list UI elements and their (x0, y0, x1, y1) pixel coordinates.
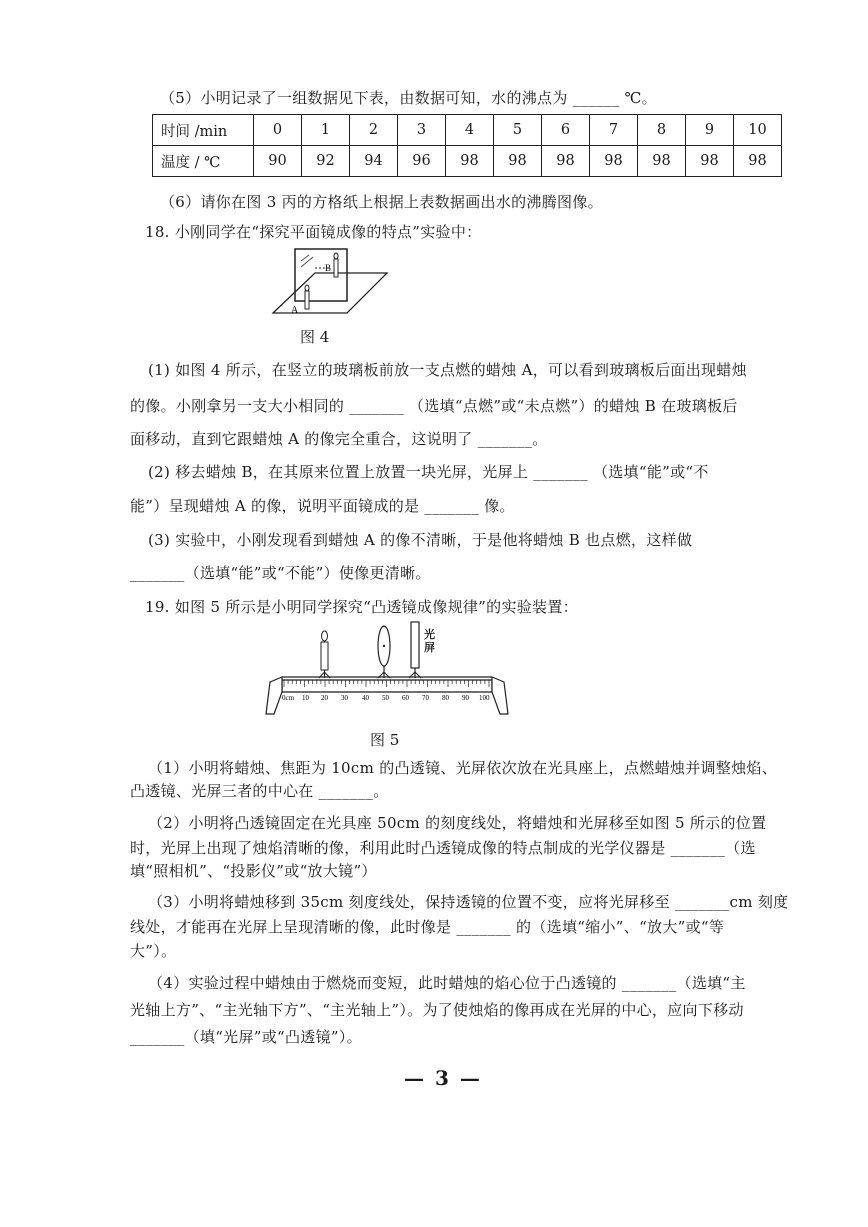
table-cell: 8 (638, 115, 686, 146)
ruler-label: 40 (362, 694, 369, 702)
q18-3-line1: (3) 实验中，小刚发现看到蜡烛 A 的像不清晰，于是他将蜡烛 B 也点燃，这样做 (148, 531, 693, 549)
q19-1-line2: 凸透镜、光屏三者的中心在 _______。 (130, 782, 389, 800)
table-cell: 9 (686, 115, 734, 146)
light-screen (411, 622, 419, 668)
q19-3-line1: （3）小明将蜡烛移到 35cm 刻度线处，保持透镜的位置不变，应将光屏移至 _______cm 刻度 (148, 893, 789, 911)
table-cell: 10 (734, 115, 782, 146)
figure-4-plane-mirror (255, 245, 395, 325)
screen-label: 光屏 (424, 628, 435, 654)
q18-2-line1: (2) 移去蜡烛 B，在其原来位置上放置一块光屏，光屏上 _______ （选填“能”或“不 (148, 463, 709, 481)
table-cell: 6 (542, 115, 590, 146)
q18-intro: 18. 小刚同学在“探究平面镜成像的特点”实验中： (145, 223, 482, 241)
table-row-temp (153, 146, 782, 177)
table-cell: 98 (686, 146, 734, 177)
table-cell: 7 (590, 115, 638, 146)
q19-2-line2: 时，光屏上出现了烛焰清晰的像，利用此时凸透镜成像的特点制成的光学仪器是 _______（选 (130, 839, 756, 857)
table-cell: 94 (350, 146, 398, 177)
q18-3-line2: _______（选填“能”或“不能”）使像更清晰。 (130, 564, 431, 582)
ruler-label: 100 (479, 694, 490, 702)
ruler-label: 0cm (282, 694, 295, 702)
q17-6-text: （6）请你在图 3 丙的方格纸上根据上表数据画出水的沸腾图像。 (160, 193, 603, 211)
q19-4-line3: _______（填“光屏”或“凸透镜”）。 (130, 1028, 362, 1046)
q19-2-line3: 填“照相机”、“投影仪”或“放大镜”） (130, 862, 377, 880)
table-cell: 1 (302, 115, 350, 146)
q19-1-line1: （1）小明将蜡烛、焦距为 10cm 的凸透镜、光屏依次放在光具座上，点燃蜡烛并调整烛焰、 (148, 759, 777, 777)
table-cell: 92 (302, 146, 350, 177)
ruler-label: 60 (402, 694, 409, 702)
candle-flame (322, 631, 328, 641)
figure-5-optical-bench (262, 620, 512, 720)
boiling-data-table (152, 114, 782, 177)
ruler-label: 90 (462, 694, 469, 702)
ruler-label: 80 (442, 694, 449, 702)
table-cell: 98 (590, 146, 638, 177)
bench-right-leg (492, 677, 508, 714)
bench-left-leg (266, 677, 282, 714)
candle-b (334, 259, 338, 277)
q18-1-line3: 面移动，直到它跟蜡烛 A 的像完全重合，这说明了 _______。 (130, 430, 548, 448)
q19-intro: 19. 如图 5 所示是小明同学探究“凸透镜成像规律”的实验装置： (145, 598, 578, 616)
q19-4-line1: （4）实验过程中蜡烛由于燃烧而变短，此时蜡烛的焰心位于凸透镜的 _______（选填“主 (148, 974, 746, 992)
q18-1-line2: 的像。小刚拿另一支大小相同的 _______ （选填“点燃”或“未点燃”）的蜡烛 B 在玻璃板后 (130, 397, 738, 415)
page-number: — 3 — (404, 1066, 482, 1090)
candle (321, 642, 328, 670)
table-header-temp: 温度 / ℃ (153, 146, 254, 177)
q19-3-line2: 线处，才能再在光屏上呈现清晰的像，此时像是 _______ 的（选填“缩小”、“放大”或“等 (130, 918, 725, 936)
ruler-label: 70 (422, 694, 429, 702)
q19-4-line2: 光轴上方”、“主光轴下方”、“主光轴上”）。为了使烛焰的像再成在光屏的中心，应向下移动 (130, 1001, 744, 1019)
table-cell: 5 (494, 115, 542, 146)
table-cell: 98 (734, 146, 782, 177)
table-cell: 98 (494, 146, 542, 177)
q19-3-line3: 大”）。 (130, 942, 177, 960)
ruler-label: 50 (382, 694, 389, 702)
table-cell: 98 (446, 146, 494, 177)
table-cell: 98 (638, 146, 686, 177)
q17-5-text: （5）小明记录了一组数据见下表，由数据可知，水的沸点为 ______ ℃。 (160, 89, 657, 107)
candle-a (305, 291, 309, 309)
table-cell: 96 (398, 146, 446, 177)
table-cell: 98 (542, 146, 590, 177)
ruler-label: 30 (341, 694, 348, 702)
q19-2-line1: （2）小明将凸透镜固定在光具座 50cm 的刻度线处，将蜡烛和光屏移至如图 5 所示的位置 (148, 814, 767, 832)
table-cell: 3 (398, 115, 446, 146)
glass-plate (295, 249, 347, 301)
table-cell: 2 (350, 115, 398, 146)
table-cell: 4 (446, 115, 494, 146)
ruler-label: 10 (302, 694, 309, 702)
q18-2-line2: 能”）呈现蜡烛 A 的像，说明平面镜成的是 _______ 像。 (130, 497, 515, 515)
label-b: B (325, 263, 332, 273)
table-cell: 90 (254, 146, 302, 177)
figure-4-caption: 图 4 (300, 328, 330, 346)
ruler-label: 20 (321, 694, 328, 702)
figure-5-caption: 图 5 (370, 731, 400, 749)
table-row-time (153, 115, 782, 146)
table-header-time: 时间 /min (153, 115, 254, 146)
q18-1-line1: (1) 如图 4 所示，在竖立的玻璃板前放一支点燃的蜡烛 A，可以看到玻璃板后面出现蜡烛 (148, 361, 747, 379)
label-a: A (291, 305, 299, 316)
table-cell: 0 (254, 115, 302, 146)
